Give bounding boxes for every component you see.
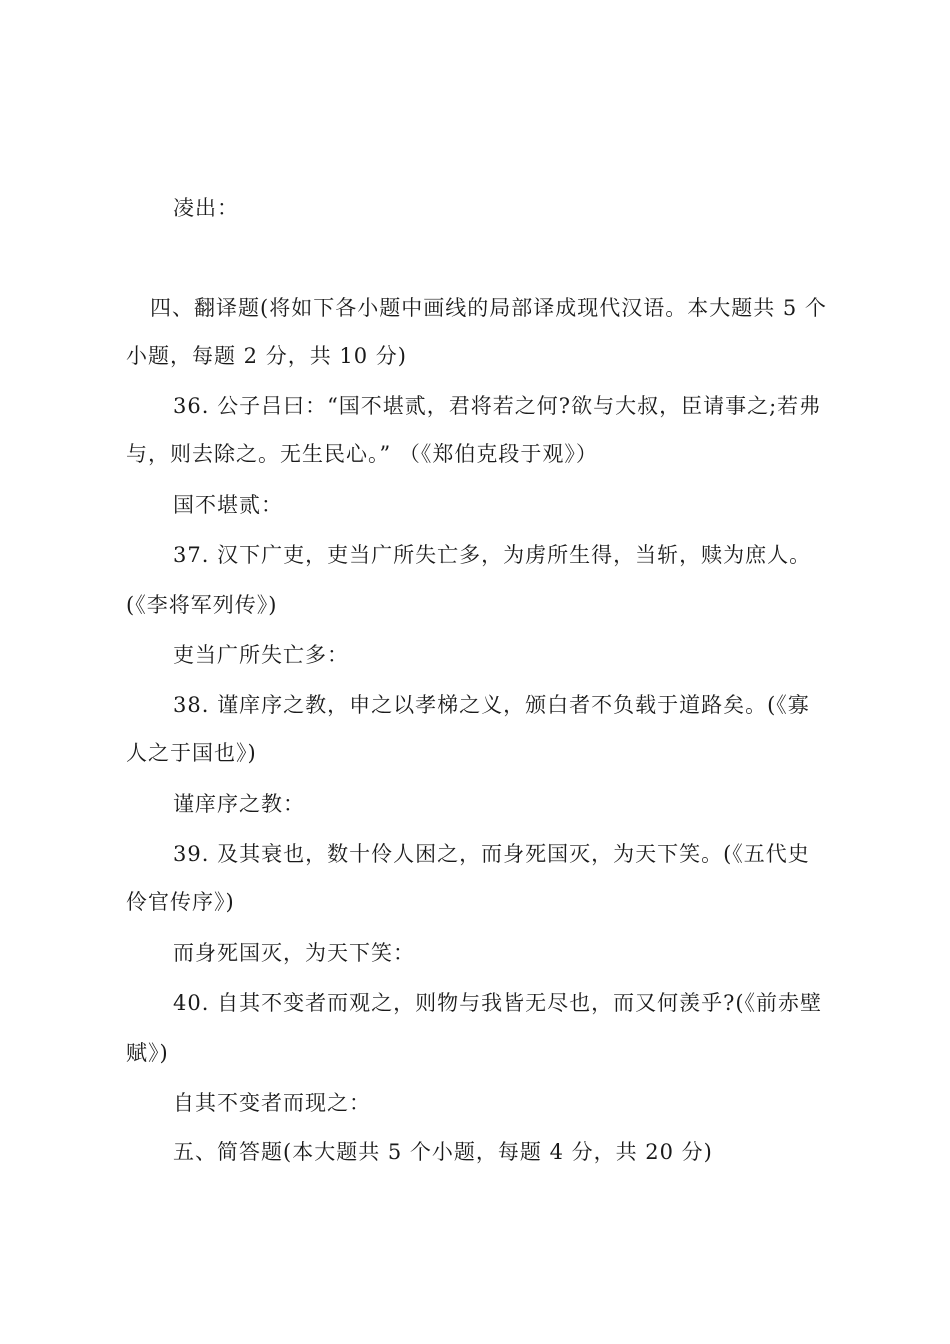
answer-39: 而身死国灭，为天下笑： [173,941,415,965]
question-37-cont: (《李将军列传》) [126,593,278,617]
answer-37: 吏当广所失亡多： [173,643,349,667]
section-four-heading: 四、翻译题(将如下各小题中画线的局部译成现代汉语。本大题共 5 个 [150,296,827,320]
question-37: 37. 汉下广吏，吏当广所失亡多，为虏所生得，当斩，赎为庶人。 [173,543,812,567]
question-36: 36. 公子吕曰：“国不堪贰，君将若之何?欲与大叔，臣请事之;若弗 [173,394,822,418]
question-40: 40. 自其不变者而观之，则物与我皆无尽也，而又何羡乎?(《前赤壁 [173,991,823,1015]
question-39: 39. 及其衰也，数十伶人困之，而身死国灭，为天下笑。(《五代史 [173,842,810,866]
question-36-cont: 与，则去除之。无生民心。” （《郑伯克段于观》） [126,442,598,466]
answer-36: 国不堪贰： [173,493,283,517]
question-38-cont: 人之于国也》) [126,741,257,765]
answer-40: 自其不变者而现之： [173,1091,371,1115]
answer-line-lingchu: 凌出： [173,196,239,220]
section-five-heading: 五、简答题(本大题共 5 个小题，每题 4 分，共 20 分) [173,1140,713,1164]
question-38: 38. 谨庠序之教，申之以孝梯之义，颁白者不负载于道路矣。(《寡 [173,693,810,717]
section-four-heading-cont: 小题，每题 2 分，共 10 分) [126,344,407,368]
question-39-cont: 伶官传序》) [126,890,235,914]
answer-38: 谨庠序之教： [173,792,305,816]
question-40-cont: 赋》) [126,1041,169,1065]
